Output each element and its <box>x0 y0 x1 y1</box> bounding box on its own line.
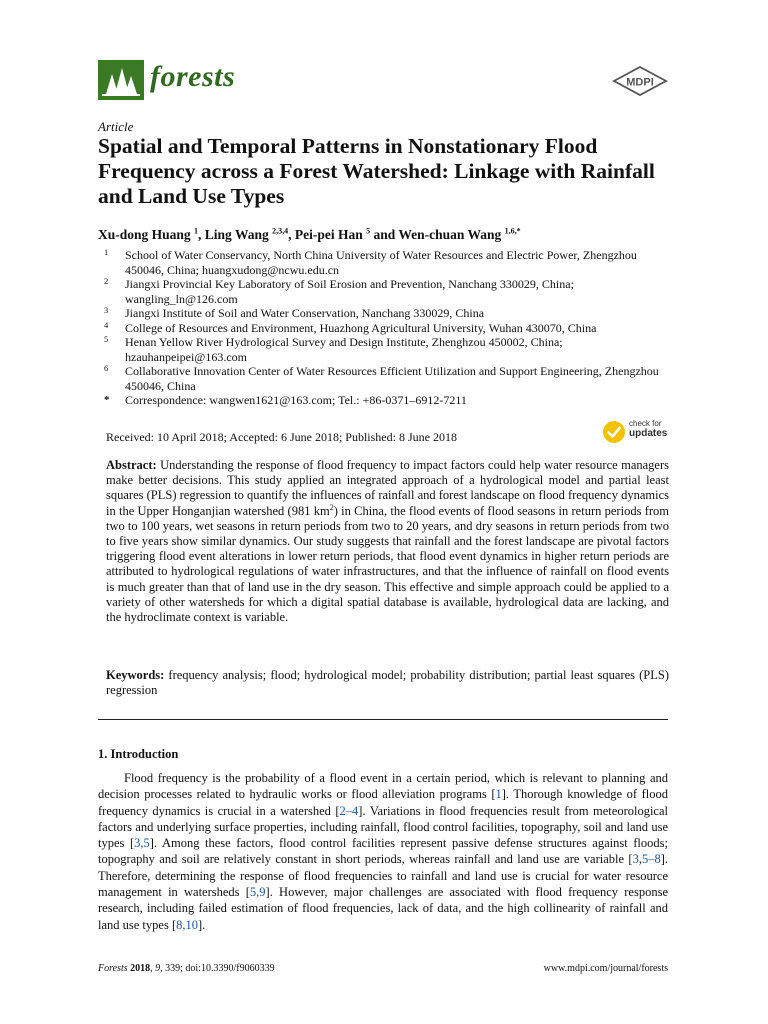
affiliation-item <box>98 321 678 336</box>
affiliation-item <box>98 306 678 321</box>
footer-year: 2018 <box>130 963 151 974</box>
intro-text: ]. Therefore, determining the response of flood frequencies to rainfall and land use is crucial for water resource management in watersheds [ <box>98 852 668 900</box>
abstract-superscript: 2 <box>329 502 334 512</box>
affiliation-item <box>98 248 678 277</box>
affiliation-item <box>98 277 678 306</box>
abstract-label: Abstract: <box>106 458 157 472</box>
affiliation-text: Collaborative Innovation Center of Water Resources Efficient Utilization and Support Engineering, Zhengzhou 450046, China <box>125 364 659 393</box>
keywords-label: Keywords: <box>106 668 165 682</box>
citation-link[interactable]: 1 <box>495 787 502 802</box>
affiliation-text: School of Water Conservancy, North China University of Water Resources and Electric Power, Zhengzhou 450046, China; huangxudong@ncwu.edu.cn <box>125 248 637 277</box>
forests-journal-logo <box>98 60 144 100</box>
abstract-text: Understanding the response of flood frequency to impact factors could help water resource managers make better decisions. This study applied an integrated approach of a hydrological model and partial least squares (PLS) regression to quantify the influences of rainfall and forest landscape on flood frequency dynamics in the Upper Honganjian watershed (981 km <box>106 458 669 518</box>
intro-text: Flood frequency is the probability of a flood event in a certain period, which is relevant to planning and decision processes related to hydraulic works or flood alleviation programs [ <box>98 771 668 802</box>
check-for-updates-icon <box>602 420 626 444</box>
correspondence-text: Correspondence: wangwen1621@163.com; Tel.: +86-0371–6912-7211 <box>125 393 467 407</box>
keywords <box>106 668 669 698</box>
footer-citation: Forests 2018, 9, 339; doi:10.3390/f9060339 <box>98 963 275 974</box>
abstract-text-continued: ) in China, the flood events of flood seasons in return periods from two to 100 years, wet seasons in return periods from two to 20 years, and dry seasons in return periods from two to five years show similar dynamics. Our study suggests that rainfall and the forest landscape are pivotal factors triggering flood event alterations in lower return periods, that flood event dynamics in higher return periods are attributed to hydrological regulations of water infrastructures, and that the influence of rainfall on flood events is much greater than that of land use in the dry season. This effective and simple approach could be applied to a variety of other watersheds for which a digital spatial database is available, hydrological data are lacking, and the hydroclimate context is variable. <box>106 503 669 625</box>
footer-doi[interactable]: , 339; doi:10.3390/f9060339 <box>160 963 275 974</box>
affiliation-number: 2 <box>104 276 109 286</box>
intro-text: ]. <box>197 917 206 932</box>
footer-journal: Forests <box>98 963 128 974</box>
citation-separator: , <box>638 852 642 867</box>
citation-link[interactable]: 5,9 <box>249 885 266 900</box>
footer-journal-url[interactable]: www.mdpi.com/journal/forests <box>543 963 668 974</box>
affiliations <box>98 248 678 408</box>
affiliation-text: College of Resources and Environment, Huazhong Agricultural University, Wuhan 430070, China <box>125 320 597 335</box>
footer-volume: 9 <box>155 963 161 974</box>
correspondence <box>98 393 678 408</box>
mdpi-logo[interactable] <box>612 66 668 96</box>
citation-link[interactable]: 3 <box>632 852 639 867</box>
mdpi-logo-text: MDPI <box>626 76 654 89</box>
author-list: Xu-dong Huang $^1$, Ling Wang $^{2,3,4}$, Pei-pei Han $^5$ and Wen-chuan Wang $^{1,6,*}$ <box>98 226 521 242</box>
author-name[interactable]: Pei-pei Han <box>294 227 363 242</box>
affiliation-number: 5 <box>104 334 109 344</box>
keywords-text: frequency analysis; flood; hydrological model; probability distribution; partial least squares (PLS) regression <box>106 668 669 698</box>
affiliation-text: Jiangxi Provincial Key Laboratory of Soil Erosion and Prevention, Nanchang 330029, China; wangling_ln@126.com <box>125 277 574 306</box>
check-for-updates-title: updates <box>629 428 668 439</box>
section-divider <box>98 719 668 720</box>
citation-link[interactable]: 3,5 <box>134 836 150 851</box>
check-for-updates-badge[interactable] <box>602 418 682 448</box>
affiliation-text: Jiangxi Institute of Soil and Water Conservation, Nanchang 330029, China <box>125 306 485 320</box>
publication-dates: Received: 10 April 2018; Accepted: 6 June 2018; Published: 8 June 2018 <box>106 430 457 444</box>
correspondence-mark: * <box>104 394 110 406</box>
affiliation-item <box>98 364 678 393</box>
affiliation-text: Henan Yellow River Hydrological Survey and Design Institute, Zhenghzou 450002, China; hzauhanpeipei@163.com <box>125 335 563 364</box>
author-affiliation-ref[interactable]: 5 <box>366 226 371 236</box>
citation-link[interactable]: 2–4 <box>339 803 359 818</box>
citation-link[interactable]: 8,10 <box>176 917 198 932</box>
article-type: Article <box>98 119 134 134</box>
journal-name[interactable]: forests <box>150 60 236 93</box>
abstract <box>106 458 669 625</box>
author-name[interactable]: Wen-chuan Wang <box>398 227 502 242</box>
author-name[interactable]: Xu-dong Huang <box>98 227 191 242</box>
intro-text: ]. However, major challenges are associated with flood frequency response research, including failed estimation of flood frequencies, lack of data, and the high collinearity of rainfall and land use types [ <box>98 885 668 932</box>
affiliation-number: 3 <box>104 305 109 315</box>
author-name[interactable]: Ling Wang <box>204 227 269 242</box>
intro-text: ]. Variations in flood frequencies result from meteorological factors and underlying surface properties, including rainfall, flood control facilities, topography, soil and land use types [ <box>98 803 669 851</box>
author-affiliation-ref[interactable]: 1,6,* <box>504 226 521 236</box>
affiliation-number: 4 <box>104 319 109 330</box>
section-heading-introduction: 1. Introduction <box>98 747 179 761</box>
paper-title: Spatial and Temporal Patterns in Nonstationary Flood Frequency across a Forest Watershed: Linkage with Rainfall and Land Use Types <box>98 134 655 208</box>
intro-text: ]. Thorough knowledge of flood frequency dynamics is crucial in a watershed [ <box>98 787 668 818</box>
intro-text: ]. Among these factors, flood control facilities represent passive defense structures against floods; topography and soil are relatively constant in short periods, whereas rainfall and land use are variable [ <box>98 836 668 867</box>
affiliation-number: 1 <box>104 247 109 257</box>
affiliation-number: 6 <box>104 363 109 373</box>
affiliation-item <box>98 335 678 364</box>
introduction-paragraph <box>98 770 668 933</box>
author-affiliation-ref[interactable]: 2,3,4 <box>272 226 289 236</box>
citation-link[interactable]: 5–8 <box>641 852 661 867</box>
check-for-updates-label: check for <box>629 419 662 428</box>
author-affiliation-ref[interactable]: 1 <box>194 226 199 236</box>
